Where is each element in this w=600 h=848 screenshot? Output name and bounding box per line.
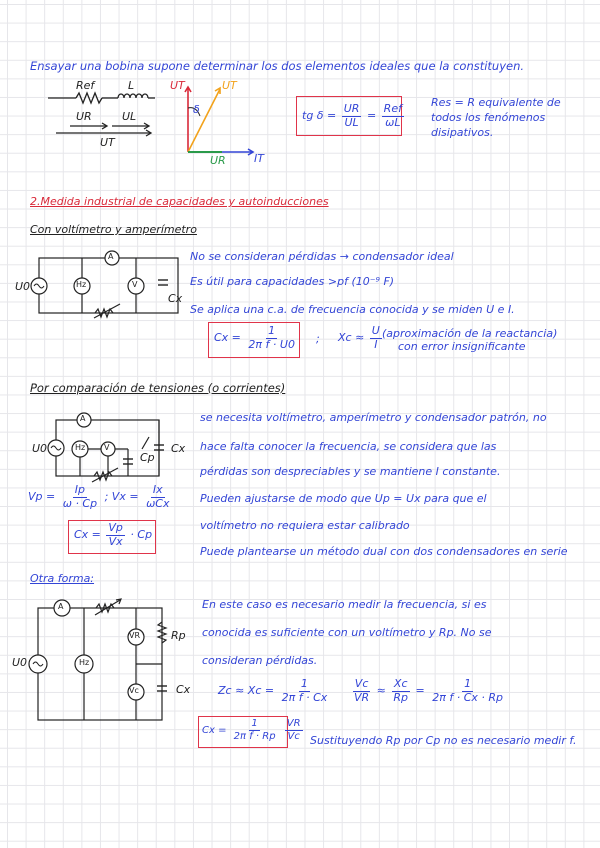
phasor-ur-label: UR — [210, 154, 226, 167]
cx-label-2: Cx — [171, 442, 186, 455]
s3-line-4: Pueden ajustarse de modo que Up = Ux para que el — [200, 492, 487, 505]
s3-line-2: hace falta conocer la frecuencia, se considera que las — [200, 440, 497, 453]
voltmeter-v-label-2: V — [104, 443, 110, 452]
phasor-ut-label: UT — [222, 79, 237, 92]
substitution-note: Sustituyendo Rp por Cp no es necesario medir f. — [310, 734, 577, 747]
frequency-meter-label-2: Hz — [75, 443, 86, 452]
source-u0-label-2: U0 — [32, 442, 48, 455]
res-note-line2: todos los fenómenos — [431, 111, 546, 124]
s3-line-3: pérdidas son despreciables y se mantiene I constante. — [200, 465, 501, 478]
s2-line-1: No se consideran pérdidas → condensador ideal — [190, 250, 454, 263]
ut-label: UT — [100, 136, 115, 149]
s2-line-2: Es útil para capacidades >pf (10⁻⁹ F) — [190, 275, 395, 288]
section-2-heading: 2.Medida industrial de capacidades y autoinducciones — [30, 195, 329, 208]
res-note-line3: disipativos. — [431, 126, 494, 139]
phasor-delta-label: δ — [193, 103, 200, 116]
coil-inductor-label: L — [128, 79, 135, 92]
comparison-heading: Por comparación de tensiones (o corrientes) — [30, 381, 286, 395]
other-method-heading: Otra forma: — [30, 572, 95, 585]
frequency-meter-label-3: Hz — [79, 658, 90, 667]
s4-line-3: consideran pérdidas. — [202, 654, 318, 667]
source-u0-label: U0 — [15, 280, 31, 293]
voltmeter-vc-label: Vc — [129, 686, 139, 695]
voltmeter-v-label: V — [132, 280, 138, 289]
approx-note-line2: con error insignificante — [398, 340, 526, 353]
phasor-it-label: IT — [254, 152, 264, 165]
res-note-line1: Res = R equivalente de — [431, 96, 561, 109]
vc-vr-ratio-formula: $\frac{Vc}{VR}$ ≈ $\frac{Xc}{Rp}$ = $\frac{1}{\text{2π f · Cx · Rp}}$ — [354, 677, 504, 704]
cx-final-formula: Cx = $\frac{1}{\text{2π f · Rp}}$ $\frac{VR}{Vc}$ — [202, 718, 301, 742]
approx-note-line1: (aproximación de la reactancia) — [382, 327, 558, 340]
cx-ratio-formula: Cx = $\frac{Vp}{Vx}$ · Cp — [74, 521, 153, 548]
cp-label: Cp — [140, 451, 155, 464]
formula-separator: ; — [316, 332, 320, 345]
s4-line-1: En este caso es necesario medir la frecuencia, si es — [202, 598, 487, 611]
cx-formula: Cx = $\frac{1}{\text{2π f · U0}}$ — [214, 324, 295, 351]
source-u0-label-3: U0 — [12, 656, 28, 669]
ul-label: UL — [122, 110, 137, 123]
ammeter-a-label-2: A — [80, 414, 86, 423]
cx-label: Cx — [168, 292, 183, 305]
s3-line-1: se necesita voltímetro, amperímetro y condensador patrón, no — [200, 411, 547, 424]
coil-resistor-label: Ref — [76, 79, 95, 92]
voltmeter-ammeter-subheading: Con voltímetro y amperímetro — [30, 223, 197, 236]
phasor-ut-axis-label: UT — [170, 79, 185, 92]
cx-label-3: Cx — [176, 683, 191, 696]
tg-delta-formula: tg δ = $\frac{UR}{UL}$ = $\frac{\text{Ref}}{\omega L}$ — [302, 102, 402, 129]
s4-line-2: conocida es suficiente con un voltímetro y Rp. No se — [202, 626, 492, 639]
frequency-meter-label: Hz — [76, 280, 87, 289]
voltmeter-vr-label: VR — [129, 631, 141, 640]
ammeter-a-label-3: A — [58, 602, 64, 611]
s2-line-3: Se aplica una c.a. de frecuencia conocida y se miden U e I. — [190, 303, 515, 316]
s3-line-5: voltímetro no requiera estar calibrado — [200, 519, 410, 532]
rp-label: Rp — [171, 629, 186, 642]
intro-text: Ensayar una bobina supone determinar los dos elementos ideales que la constituyen. — [30, 59, 525, 73]
ur-label: UR — [76, 110, 92, 123]
s3-line-6: Puede plantearse un método dual con dos condensadores en serie — [200, 545, 568, 558]
ammeter-a-label: A — [108, 252, 114, 261]
zc-xc-formula: Zc ≈ Xc = $\frac{1}{\text{2π f · Cx}}$ — [218, 677, 328, 704]
xc-approx-formula: Xc ≈ $\frac{U}{I}$ — [338, 324, 380, 351]
vp-vx-formulas: Vp = $\frac{Ip}{\omega \cdot Cp}$ ; Vx = $\frac{Ix}{\text{ωCx}}$ — [28, 483, 170, 510]
